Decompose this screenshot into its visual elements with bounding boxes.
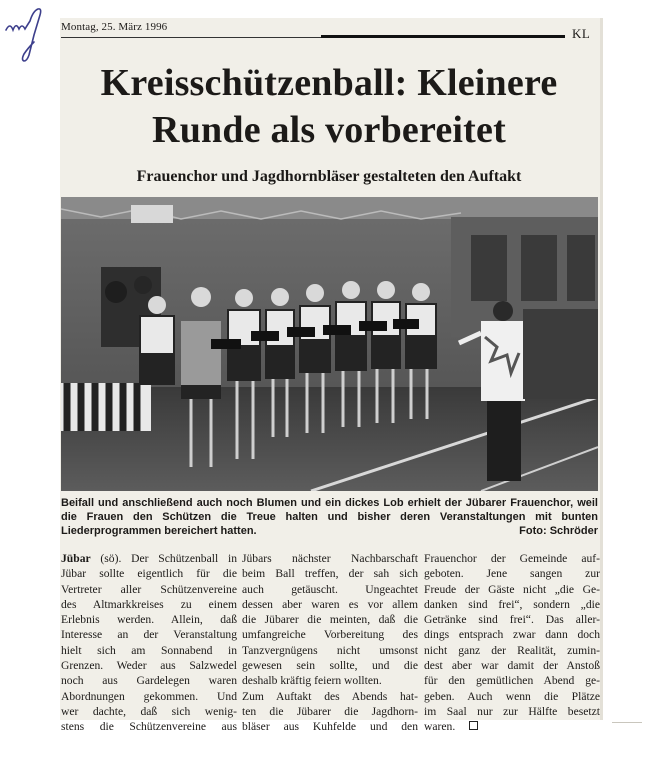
- column-line: Vertreter aller Schützenvereine: [61, 582, 237, 596]
- column-line: Freude der Gäste nicht „die Ge-: [424, 582, 600, 596]
- article-column-1: [61, 551, 237, 735]
- header-rule-thick: [321, 35, 565, 38]
- column-line: hielt sich am Sonnabend in: [61, 643, 237, 657]
- article-column-3: [424, 551, 600, 735]
- column-line: ten die Jübarer die Jagdhorn-: [242, 704, 418, 718]
- column-line: geben. Auch wenn die Plätze: [424, 689, 600, 703]
- column-line: gewesen sein sollte, und die: [242, 659, 418, 673]
- headline-line-2: Runde als vorbereitet: [152, 109, 506, 151]
- article-column-2: [242, 551, 418, 735]
- column-line: stens die Schützenvereine aus: [61, 720, 237, 734]
- photo-credit: Foto: Schröder: [519, 525, 598, 537]
- column-line: noch aus Gardelegen waren: [61, 674, 237, 688]
- column-line: dessen aber waren es vor allem: [242, 597, 418, 611]
- column-line: Grenzen. Weder aus Salzwedel: [61, 659, 237, 673]
- clipping-edge-shadow: [600, 18, 603, 720]
- column-line: Interesse an der Veranstaltung: [61, 628, 237, 642]
- scan-artifact-line: [612, 722, 642, 723]
- column-line: Zum Auftakt des Abends hat-: [242, 689, 418, 703]
- column-line: umfangreiche Vorbereitung des: [242, 628, 418, 642]
- byline-place: Jübar: [61, 552, 91, 565]
- subheadline: Frauenchor und Jagdhornbläser gestalteten den Auftakt: [136, 168, 522, 185]
- headline-line-1: Kreisschützenball: Kleinere: [100, 62, 558, 104]
- column-line: die Jübarer die meinten, daß die: [242, 613, 418, 627]
- choir-photo: [61, 197, 598, 491]
- column-line: dings entsprach zwar dann doch: [424, 628, 600, 642]
- column-line: Erlebnis werden. Allein, daß: [61, 613, 237, 627]
- column-line: bläser aus Kuhfelde und den: [242, 720, 418, 734]
- column-line: im Saal nur zur Hälfte besetzt: [424, 704, 600, 718]
- column-line: danken sind frei“, sondern „die: [424, 597, 600, 611]
- column-line: Tanzvergnügens nicht umsonst: [242, 643, 418, 657]
- column-line: deshalb kräftig feiern wollten.: [242, 674, 382, 688]
- column-line: Frauenchor der Gemeinde auf-: [424, 552, 600, 565]
- end-of-article-square-icon: [469, 721, 478, 730]
- headline: [60, 60, 598, 154]
- issue-date: Montag, 25. März 1996: [61, 21, 168, 33]
- byline-author: (sö).: [90, 552, 122, 565]
- column-line: für den gemütlichen Abend ge-: [424, 674, 600, 688]
- column-line: Jübars nächster Nachbarschaft: [242, 552, 418, 565]
- caption-text: Beifall und anschließend auch noch Blumen und ein dickes Lob erhielt der Jübarer Frauenchor, weil die Frauen den Schützen die Treue halten und bisher deren Veranstaltungen mit bunten Liederprogrammen bereichert hatten.: [61, 497, 598, 537]
- column-line: Jübar sollte eigentlich für die: [61, 567, 237, 581]
- handwritten-pen-mark: [4, 6, 48, 64]
- column-line: wer dachte, daß sich wenig-: [61, 704, 237, 718]
- column-line: waren.: [424, 719, 600, 734]
- column-line: des Altmarkkreises zu einem: [61, 597, 237, 611]
- column-line: beim Ball treffen, der sah sich: [242, 567, 418, 581]
- column-line: Getränke sind frei“. Das aller-: [424, 613, 600, 627]
- masthead-fragment: KL: [572, 26, 591, 41]
- photo-caption: [61, 496, 598, 538]
- header-rule-thin: [61, 37, 321, 38]
- column-line: Jübar (sö). Der Schützenball in: [61, 552, 237, 565]
- column-line: auch getäuscht. Ungeachtet: [242, 582, 418, 596]
- column-line: nicht ganz der Realität, zumin-: [424, 643, 600, 657]
- column-line: Abordnungen gekommen. Und: [61, 689, 237, 703]
- column-line: geboten. Jene sangen zur: [424, 567, 600, 581]
- column-line: dest aber war damit der Anstoß: [424, 659, 600, 673]
